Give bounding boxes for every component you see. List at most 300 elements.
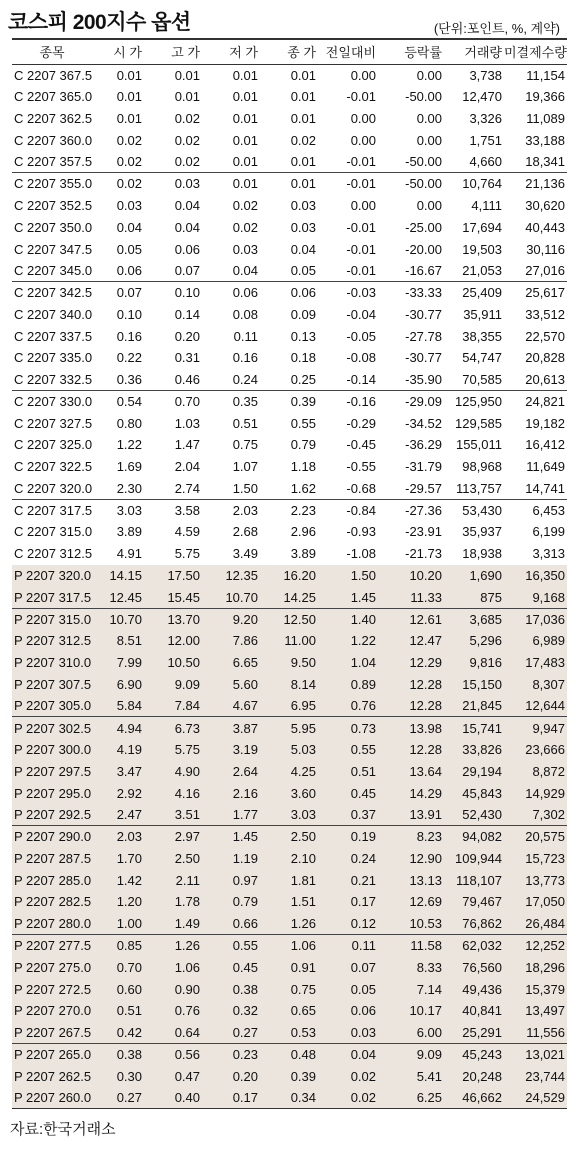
open-interest-cell: 13,021 — [525, 1047, 565, 1063]
volume-cell: 129,585 — [455, 415, 502, 431]
close-price-cell: 2.10 — [290, 850, 316, 866]
volume-cell: 62,032 — [462, 938, 502, 954]
change-cell: 0.37 — [350, 807, 376, 823]
open-interest-cell: 6,453 — [532, 502, 565, 518]
change-rate-cell: -50.00 — [405, 154, 442, 170]
change-rate-cell: 11.58 — [410, 938, 442, 954]
table-row — [12, 565, 567, 587]
volume-cell: 53,430 — [462, 502, 502, 518]
close-price-cell: 0.03 — [290, 219, 316, 235]
open-interest-cell: 21,136 — [525, 176, 565, 192]
close-price-cell: 0.55 — [290, 415, 316, 431]
open-price-cell: 1.42 — [116, 872, 142, 888]
options-table — [12, 38, 567, 1109]
volume-cell: 20,248 — [462, 1068, 502, 1084]
open-interest-cell: 11,089 — [526, 110, 565, 126]
table-row — [12, 478, 567, 500]
header-high: 고 가 — [171, 45, 200, 61]
volume-cell: 3,685 — [469, 611, 502, 627]
open-price-cell: 0.51 — [116, 1003, 142, 1019]
change-cell: -0.01 — [346, 241, 376, 257]
open-price-cell: 7.99 — [116, 655, 142, 671]
table-row — [12, 369, 567, 391]
open-price-cell: 3.89 — [116, 524, 142, 540]
volume-cell: 33,826 — [462, 742, 502, 758]
change-rate-cell: 10.53 — [409, 915, 442, 931]
table-row — [12, 238, 567, 260]
item-name-cell: P 2207 262.5 — [14, 1068, 92, 1084]
close-price-cell: 0.18 — [290, 350, 316, 366]
item-name-cell: P 2207 297.5 — [14, 763, 92, 779]
table-row — [12, 64, 567, 86]
change-cell: 0.00 — [350, 110, 376, 126]
change-cell: -0.29 — [346, 415, 376, 431]
change-rate-cell: 5.41 — [416, 1068, 442, 1084]
close-price-cell: 0.25 — [290, 371, 316, 387]
change-rate-cell: 14.29 — [409, 785, 442, 801]
low-price-cell: 0.55 — [232, 938, 258, 954]
item-name-cell: C 2207 327.5 — [14, 415, 93, 431]
low-price-cell: 0.11 — [233, 328, 258, 344]
open-price-cell: 10.70 — [109, 611, 142, 627]
change-rate-cell: 8.23 — [416, 829, 442, 845]
header-change: 전일대비 — [325, 45, 376, 61]
low-price-cell: 1.50 — [232, 480, 258, 496]
open-interest-cell: 19,182 — [525, 415, 565, 431]
change-cell: -0.01 — [346, 219, 376, 235]
change-cell: 1.04 — [350, 655, 376, 671]
high-price-cell: 2.04 — [174, 459, 200, 475]
high-price-cell: 0.07 — [174, 263, 200, 279]
open-interest-cell: 18,296 — [525, 959, 565, 975]
item-name-cell: P 2207 300.0 — [14, 742, 92, 758]
low-price-cell: 0.01 — [232, 176, 258, 192]
change-cell: -0.01 — [346, 176, 376, 192]
open-price-cell: 2.92 — [116, 785, 142, 801]
change-cell: 0.89 — [350, 676, 376, 692]
table-row — [12, 260, 567, 282]
low-price-cell: 0.20 — [232, 1068, 258, 1084]
close-price-cell: 4.25 — [290, 763, 316, 779]
open-price-cell: 4.94 — [116, 720, 142, 736]
table-row — [12, 173, 567, 195]
change-cell: 0.21 — [350, 872, 376, 888]
volume-cell: 113,757 — [455, 480, 502, 496]
low-price-cell: 0.16 — [232, 350, 258, 366]
open-price-cell: 1.00 — [116, 915, 142, 931]
close-price-cell: 6.95 — [290, 698, 316, 714]
open-interest-cell: 6,989 — [532, 633, 565, 649]
item-name-cell: C 2207 367.5 — [14, 67, 93, 83]
low-price-cell: 0.01 — [232, 89, 258, 105]
open-price-cell: 0.38 — [116, 1047, 142, 1063]
table-row — [12, 978, 567, 1000]
high-price-cell: 0.14 — [174, 306, 200, 322]
high-price-cell: 0.76 — [174, 1003, 200, 1019]
open-price-cell: 14.15 — [109, 567, 142, 583]
table-row — [12, 761, 567, 783]
change-cell: -0.45 — [346, 437, 376, 453]
open-price-cell: 0.16 — [116, 328, 142, 344]
high-price-cell: 5.75 — [174, 546, 200, 562]
table-body — [12, 64, 567, 1109]
table-row — [12, 891, 567, 913]
table-row — [12, 303, 567, 325]
change-rate-cell: -16.67 — [405, 263, 442, 279]
high-price-cell: 0.01 — [174, 67, 200, 83]
volume-cell: 12,470 — [462, 89, 502, 105]
table-row — [12, 129, 567, 151]
table-row — [12, 434, 567, 456]
open-price-cell: 3.03 — [116, 502, 142, 518]
item-name-cell: C 2207 317.5 — [14, 502, 93, 518]
change-rate-cell: -27.78 — [405, 328, 442, 344]
close-price-cell: 1.18 — [290, 459, 316, 475]
volume-cell: 40,841 — [462, 1003, 502, 1019]
volume-cell: 15,150 — [462, 676, 502, 692]
change-cell: 0.02 — [350, 1068, 376, 1084]
high-price-cell: 0.04 — [174, 219, 200, 235]
change-rate-cell: -29.09 — [405, 394, 442, 410]
item-name-cell: P 2207 267.5 — [14, 1024, 92, 1040]
volume-cell: 3,326 — [469, 110, 502, 126]
high-price-cell: 15.45 — [167, 589, 200, 605]
item-name-cell: P 2207 282.5 — [14, 894, 92, 910]
low-price-cell: 3.49 — [232, 546, 258, 562]
open-price-cell: 2.03 — [116, 829, 142, 845]
open-interest-cell: 19,366 — [525, 89, 565, 105]
item-name-cell: C 2207 362.5 — [14, 110, 93, 126]
item-name-cell: P 2207 272.5 — [14, 981, 92, 997]
table-row — [12, 390, 567, 412]
open-price-cell: 0.42 — [116, 1024, 142, 1040]
change-rate-cell: 12.28 — [409, 742, 442, 758]
open-interest-cell: 25,617 — [525, 285, 565, 301]
table-row — [12, 826, 567, 848]
change-cell: 1.50 — [350, 567, 376, 583]
item-name-cell: C 2207 350.0 — [14, 219, 93, 235]
low-price-cell: 0.03 — [232, 241, 258, 257]
high-price-cell: 0.46 — [174, 371, 200, 387]
item-name-cell: C 2207 322.5 — [14, 459, 93, 475]
close-price-cell: 14.25 — [283, 589, 316, 605]
item-name-cell: C 2207 360.0 — [14, 132, 93, 148]
item-name-cell: C 2207 365.0 — [14, 89, 93, 105]
change-rate-cell: -21.73 — [405, 546, 442, 562]
table-row — [12, 739, 567, 761]
low-price-cell: 1.07 — [232, 459, 258, 475]
change-rate-cell: 12.28 — [409, 676, 442, 692]
close-price-cell: 0.01 — [290, 67, 316, 83]
open-price-cell: 4.91 — [116, 546, 142, 562]
volume-cell: 125,950 — [455, 394, 502, 410]
open-price-cell: 0.80 — [116, 415, 142, 431]
low-price-cell: 3.19 — [232, 742, 258, 758]
close-price-cell: 1.51 — [290, 894, 316, 910]
change-cell: -0.14 — [346, 371, 376, 387]
item-name-cell: P 2207 287.5 — [14, 850, 92, 866]
low-price-cell: 0.23 — [232, 1047, 258, 1063]
volume-cell: 98,968 — [462, 459, 502, 475]
table-row — [12, 717, 567, 739]
open-interest-cell: 26,484 — [525, 915, 565, 931]
item-name-cell: C 2207 325.0 — [14, 437, 93, 453]
open-price-cell: 0.04 — [116, 219, 142, 235]
table-row — [12, 586, 567, 608]
open-price-cell: 8.51 — [116, 633, 142, 649]
change-rate-cell: 6.25 — [416, 1090, 442, 1106]
close-price-cell: 0.79 — [290, 437, 316, 453]
close-price-cell: 3.60 — [290, 785, 316, 801]
open-price-cell: 5.84 — [116, 698, 142, 714]
item-name-cell: C 2207 320.0 — [14, 480, 93, 496]
high-price-cell: 2.50 — [174, 850, 200, 866]
open-interest-cell: 14,741 — [525, 480, 565, 496]
header-item: 종목 — [39, 45, 65, 61]
volume-cell: 46,662 — [462, 1090, 502, 1106]
open-price-cell: 2.30 — [116, 480, 142, 496]
open-price-cell: 0.03 — [116, 197, 142, 213]
unit-note: (단위:포인트, %, 계약) — [433, 21, 560, 36]
change-cell: 0.51 — [350, 763, 376, 779]
table-row — [12, 543, 567, 565]
volume-cell: 79,467 — [462, 894, 502, 910]
open-price-cell: 0.36 — [116, 371, 142, 387]
change-cell: -0.84 — [346, 502, 376, 518]
volume-cell: 29,194 — [462, 763, 502, 779]
volume-cell: 21,845 — [462, 698, 502, 714]
item-name-cell: C 2207 332.5 — [14, 371, 93, 387]
item-name-cell: P 2207 275.0 — [14, 959, 92, 975]
table-row — [12, 956, 567, 978]
change-rate-cell: 8.33 — [416, 959, 442, 975]
open-price-cell: 4.19 — [116, 742, 142, 758]
change-rate-cell: -23.91 — [405, 524, 442, 540]
volume-cell: 45,243 — [462, 1047, 502, 1063]
high-price-cell: 0.47 — [174, 1068, 200, 1084]
low-price-cell: 0.97 — [232, 872, 258, 888]
table-header-row — [12, 39, 567, 64]
volume-cell: 21,053 — [462, 263, 502, 279]
open-interest-cell: 9,947 — [532, 720, 565, 736]
open-interest-cell: 12,252 — [525, 938, 565, 954]
table-row — [12, 347, 567, 369]
change-rate-cell: -50.00 — [405, 176, 442, 192]
close-price-cell: 1.62 — [290, 480, 316, 496]
open-interest-cell: 30,620 — [525, 197, 565, 213]
change-rate-cell: -34.52 — [405, 415, 442, 431]
change-rate-cell: 13.98 — [409, 720, 442, 736]
open-price-cell: 0.70 — [116, 959, 142, 975]
close-price-cell: 2.23 — [290, 502, 316, 518]
table-row — [12, 782, 567, 804]
low-price-cell: 1.19 — [232, 850, 258, 866]
close-price-cell: 0.39 — [290, 1068, 316, 1084]
volume-cell: 118,107 — [455, 872, 502, 888]
high-price-cell: 3.51 — [174, 807, 200, 823]
high-price-cell: 9.09 — [174, 676, 200, 692]
change-cell: -0.93 — [346, 524, 376, 540]
high-price-cell: 0.70 — [174, 394, 200, 410]
low-price-cell: 0.04 — [232, 263, 258, 279]
open-price-cell: 0.10 — [116, 306, 142, 322]
high-price-cell: 2.74 — [174, 480, 200, 496]
close-price-cell: 0.75 — [290, 981, 316, 997]
volume-cell: 38,355 — [462, 328, 502, 344]
item-name-cell: P 2207 307.5 — [14, 676, 92, 692]
volume-cell: 52,430 — [462, 807, 502, 823]
change-rate-cell: 12.69 — [409, 894, 442, 910]
high-price-cell: 7.84 — [174, 698, 200, 714]
volume-cell: 109,944 — [455, 850, 502, 866]
high-price-cell: 2.11 — [175, 872, 200, 888]
change-rate-cell: -30.77 — [405, 350, 442, 366]
close-price-cell: 3.89 — [290, 546, 316, 562]
high-price-cell: 1.78 — [174, 894, 200, 910]
header-open-interest: 미결제수량 — [504, 45, 567, 61]
low-price-cell: 7.86 — [232, 633, 258, 649]
volume-cell: 875 — [480, 589, 502, 605]
high-price-cell: 0.02 — [174, 110, 200, 126]
open-price-cell: 0.02 — [116, 176, 142, 192]
high-price-cell: 17.50 — [167, 567, 200, 583]
open-interest-cell: 16,412 — [525, 437, 565, 453]
change-rate-cell: 10.17 — [409, 1003, 442, 1019]
item-name-cell: P 2207 295.0 — [14, 785, 92, 801]
change-rate-cell: -25.00 — [405, 219, 442, 235]
open-interest-cell: 16,350 — [525, 567, 565, 583]
open-interest-cell: 11,556 — [526, 1024, 565, 1040]
change-rate-cell: 12.47 — [409, 633, 442, 649]
change-rate-cell: 13.64 — [409, 763, 442, 779]
high-price-cell: 0.64 — [174, 1024, 200, 1040]
table-row — [12, 86, 567, 108]
close-price-cell: 0.91 — [290, 959, 316, 975]
open-interest-cell: 20,613 — [525, 371, 565, 387]
table-row — [12, 848, 567, 870]
open-interest-cell: 8,872 — [532, 763, 565, 779]
open-interest-cell: 24,529 — [525, 1090, 565, 1106]
change-cell: 0.12 — [350, 915, 376, 931]
low-price-cell: 0.27 — [232, 1024, 258, 1040]
close-price-cell: 0.53 — [290, 1024, 316, 1040]
change-rate-cell: -29.57 — [405, 480, 442, 496]
item-name-cell: P 2207 277.5 — [14, 938, 92, 954]
table-row — [12, 1087, 567, 1109]
open-interest-cell: 14,929 — [525, 785, 565, 801]
low-price-cell: 5.60 — [232, 676, 258, 692]
item-name-cell: P 2207 285.0 — [14, 872, 92, 888]
change-rate-cell: -30.77 — [405, 306, 442, 322]
change-rate-cell: 13.91 — [409, 807, 442, 823]
header-open: 시 가 — [113, 45, 142, 61]
item-name-cell: C 2207 355.0 — [14, 176, 93, 192]
change-cell: 0.19 — [350, 829, 376, 845]
volume-cell: 45,843 — [462, 785, 502, 801]
low-price-cell: 2.16 — [232, 785, 258, 801]
open-interest-cell: 7,302 — [532, 807, 565, 823]
low-price-cell: 2.03 — [232, 502, 258, 518]
open-interest-cell: 24,821 — [525, 394, 565, 410]
low-price-cell: 0.01 — [232, 132, 258, 148]
change-cell: 0.06 — [350, 1003, 376, 1019]
change-rate-cell: 11.33 — [410, 589, 442, 605]
open-price-cell: 1.22 — [116, 437, 142, 453]
high-price-cell: 4.59 — [174, 524, 200, 540]
change-cell: 0.76 — [350, 698, 376, 714]
open-price-cell: 0.06 — [116, 263, 142, 279]
item-name-cell: C 2207 347.5 — [14, 241, 93, 257]
high-price-cell: 0.02 — [174, 154, 200, 170]
low-price-cell: 10.70 — [225, 589, 258, 605]
change-rate-cell: -27.36 — [405, 502, 442, 518]
change-rate-cell: -36.29 — [405, 437, 442, 453]
item-name-cell: P 2207 290.0 — [14, 829, 92, 845]
low-price-cell: 0.51 — [232, 415, 258, 431]
volume-cell: 155,011 — [455, 437, 502, 453]
close-price-cell: 5.03 — [290, 742, 316, 758]
change-cell: -0.08 — [346, 350, 376, 366]
table-row — [12, 935, 567, 957]
header-close: 종 가 — [287, 45, 316, 61]
volume-cell: 54,747 — [462, 350, 502, 366]
high-price-cell: 12.00 — [167, 633, 200, 649]
open-price-cell: 6.90 — [116, 676, 142, 692]
open-interest-cell: 11,649 — [526, 459, 565, 475]
high-price-cell: 5.75 — [174, 742, 200, 758]
low-price-cell: 0.35 — [232, 394, 258, 410]
close-price-cell: 0.13 — [290, 328, 316, 344]
table-row — [12, 412, 567, 434]
table-row — [12, 1043, 567, 1065]
high-price-cell: 1.26 — [174, 938, 200, 954]
high-price-cell: 1.49 — [174, 915, 200, 931]
close-price-cell: 2.50 — [290, 829, 316, 845]
open-interest-cell: 11,154 — [526, 67, 565, 83]
change-cell: 0.07 — [350, 959, 376, 975]
item-name-cell: C 2207 312.5 — [14, 546, 93, 562]
change-cell: -0.01 — [346, 154, 376, 170]
open-interest-cell: 27,016 — [525, 263, 565, 279]
change-cell: -0.16 — [346, 394, 376, 410]
open-price-cell: 2.47 — [116, 807, 142, 823]
change-cell: -0.04 — [346, 306, 376, 322]
high-price-cell: 0.02 — [174, 132, 200, 148]
item-name-cell: C 2207 340.0 — [14, 306, 93, 322]
change-cell: -0.03 — [346, 285, 376, 301]
change-rate-cell: 13.13 — [409, 872, 442, 888]
high-price-cell: 0.56 — [174, 1047, 200, 1063]
open-price-cell: 0.01 — [116, 89, 142, 105]
high-price-cell: 1.03 — [174, 415, 200, 431]
open-interest-cell: 23,744 — [525, 1068, 565, 1084]
low-price-cell: 6.65 — [232, 655, 258, 671]
close-price-cell: 0.01 — [290, 89, 316, 105]
item-name-cell: C 2207 345.0 — [14, 263, 93, 279]
volume-cell: 4,660 — [469, 154, 502, 170]
page-title: 코스피 200지수 옵션 — [8, 11, 191, 34]
change-rate-cell: -31.79 — [405, 459, 442, 475]
table-row — [12, 521, 567, 543]
change-cell: 0.73 — [350, 720, 376, 736]
open-interest-cell: 15,723 — [525, 850, 565, 866]
close-price-cell: 0.02 — [290, 132, 316, 148]
open-interest-cell: 3,313 — [532, 546, 565, 562]
open-price-cell: 0.02 — [116, 132, 142, 148]
item-name-cell: P 2207 310.0 — [14, 655, 92, 671]
open-interest-cell: 8,307 — [532, 676, 565, 692]
header-volume: 거래량 — [464, 45, 502, 61]
